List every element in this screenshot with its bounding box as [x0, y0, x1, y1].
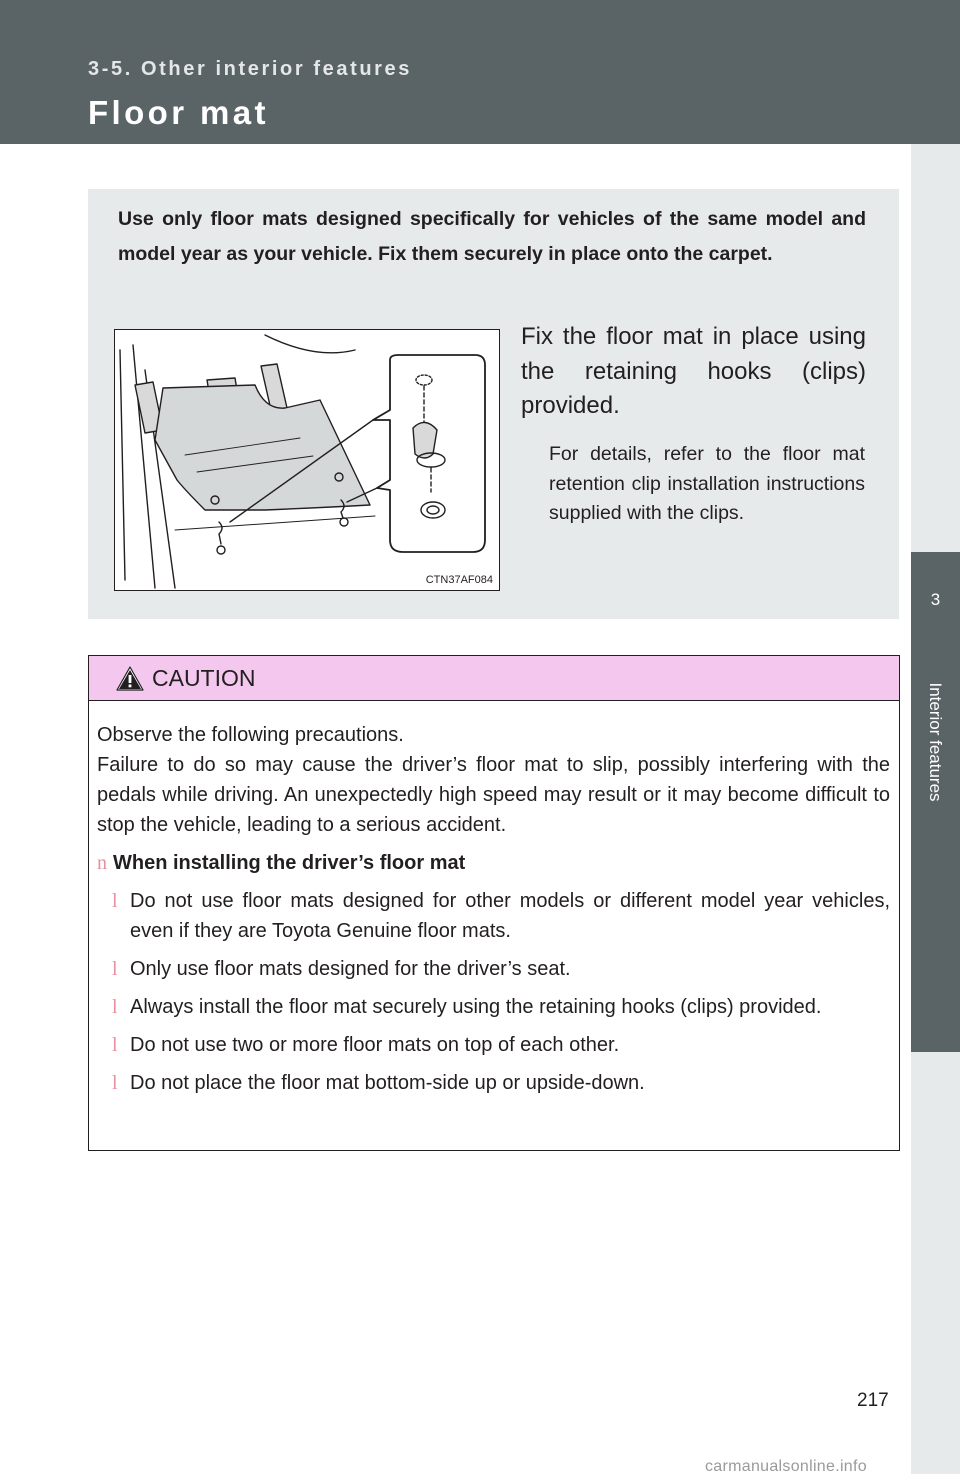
chapter-label: Interior features [926, 682, 945, 802]
caution-header [89, 656, 899, 701]
bullet-marker: l [112, 1034, 118, 1056]
caution-bullet [112, 1068, 890, 1098]
caution-title: CAUTION [152, 665, 256, 691]
bullet-marker: l [112, 890, 118, 912]
floor-mat-illustration [114, 329, 500, 591]
section-label: 3-5. Other interior features [88, 58, 412, 80]
page-header [0, 0, 960, 144]
floor-mat-drawing [115, 330, 500, 591]
warning-triangle-icon [116, 666, 144, 691]
page-title: Floor mat [88, 94, 269, 131]
chapter-number: 3 [930, 590, 941, 609]
caution-subheading-text: When installing the driver’s floor mat [113, 852, 466, 874]
figure-caption: Fix the floor mat in place using the retaining hooks (clips) provided. [521, 323, 866, 419]
figure-note: For details, refer to the floor mat retention clip installation instructions supplied with the clips. [549, 443, 865, 524]
caution-bullet [112, 886, 890, 946]
chapter-side-tab [911, 144, 960, 1474]
caution-bullet [112, 992, 890, 1022]
caution-bullet-text: Always install the floor mat securely using the retaining hooks (clips) provided. [130, 996, 822, 1018]
page-number: 217 [857, 1390, 889, 1411]
bullet-marker: l [112, 1072, 118, 1094]
intro-text: Use only floor mats designed specifically for vehicles of the same model and model year as your vehicle. Fix them securely in place onto the carpet. [118, 208, 866, 265]
caution-bullet [112, 954, 890, 984]
caution-bullet-text: Only use floor mats designed for the driver’s seat. [130, 958, 571, 980]
bullet-marker: l [112, 996, 118, 1018]
caution-box [88, 655, 900, 1151]
caution-bullet [112, 1030, 890, 1060]
figure-code: CTN37AF084 [425, 574, 493, 586]
caution-para-1: Observe the following precautions. [97, 724, 404, 746]
subheading-marker: n [97, 852, 107, 874]
watermark: carmanualsonline.info [705, 1458, 867, 1475]
bullet-marker: l [112, 958, 118, 980]
caution-para-2: Failure to do so may cause the driver’s floor mat to slip, possibly interfering with the pedals while driving. An unexpectedly high speed may result or it may become difficult to stop the vehicle, leading to a serious accident. [97, 754, 890, 836]
caution-bullet-text: Do not use floor mats designed for other models or different model year vehicles, even if they are Toyota Genuine floor mats. [130, 890, 890, 942]
caution-bullet-text: Do not place the floor mat bottom-side up or upside-down. [130, 1072, 645, 1094]
caution-body [97, 720, 890, 1098]
caution-bullet-text: Do not use two or more floor mats on top of each other. [130, 1034, 620, 1056]
caution-subheading [97, 848, 890, 878]
